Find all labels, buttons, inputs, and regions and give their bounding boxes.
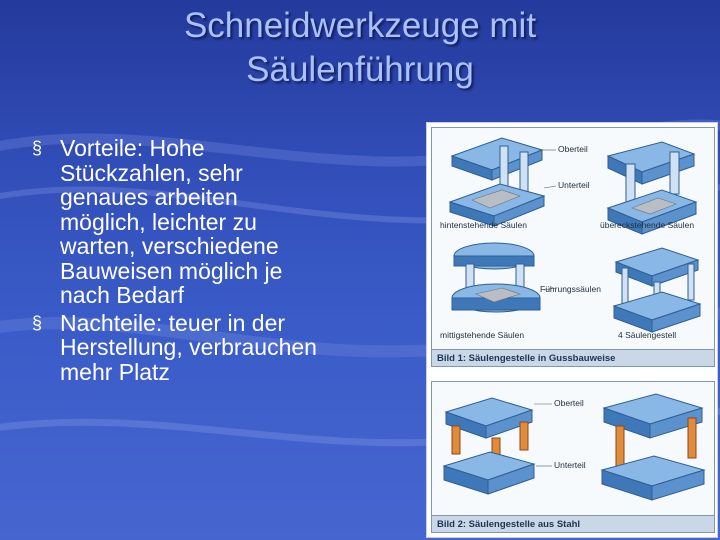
steel-die-right	[602, 394, 704, 500]
label-steel-oberteil: Oberteil	[554, 398, 584, 408]
label-corner-pillars: übereckstehende Säulen	[600, 220, 695, 230]
title-line-1: Schneidwerkzeuge mit	[183, 6, 537, 45]
die-set-figure	[426, 122, 718, 538]
caption-bild-2: Bild 2: Säulengestelle aus Stahl	[432, 515, 714, 532]
steel-die-left	[444, 398, 534, 494]
bullet-disadvantages	[30, 311, 320, 385]
label-unterteil: Unterteil	[558, 180, 590, 190]
label-middle-pillars: mittigstehende Säulen	[440, 330, 525, 340]
die-set-illustrations	[432, 128, 714, 348]
die-rear-pillars	[450, 138, 544, 226]
title-line-2: Säulenführung	[246, 50, 474, 89]
slide-title	[100, 4, 620, 92]
label-guide-pillars: Führungssäulen	[540, 284, 601, 294]
bullet-text: Vorteile: Hohe Stückzahlen, sehr genaues arbeiten möglich, leichter zu warten, verschiedene Bauweisen möglich je nach Bedarf	[60, 135, 283, 308]
label-rear-pillars: hintenstehende Säulen	[440, 220, 527, 230]
die-four-pillars	[614, 248, 700, 332]
label-four-pillars: 4 Säulengestell	[618, 330, 677, 340]
label-steel-unterteil: Unterteil	[554, 460, 586, 470]
bullet-advantages	[30, 136, 320, 308]
bullet-marker: §	[32, 312, 43, 333]
panel-cast-die-sets	[431, 127, 715, 367]
caption-bild-1: Bild 1: Säulengestelle in Gussbauweise	[432, 349, 714, 366]
bullet-marker: §	[32, 138, 43, 158]
die-middle-pillars	[452, 243, 540, 312]
label-oberteil: Oberteil	[558, 144, 588, 154]
bullet-list	[30, 136, 320, 387]
panel-steel-die-sets	[431, 381, 715, 533]
bullet-text: Nachteile: teuer in der Herstellung, verbrauchen mehr Platz	[60, 309, 317, 385]
